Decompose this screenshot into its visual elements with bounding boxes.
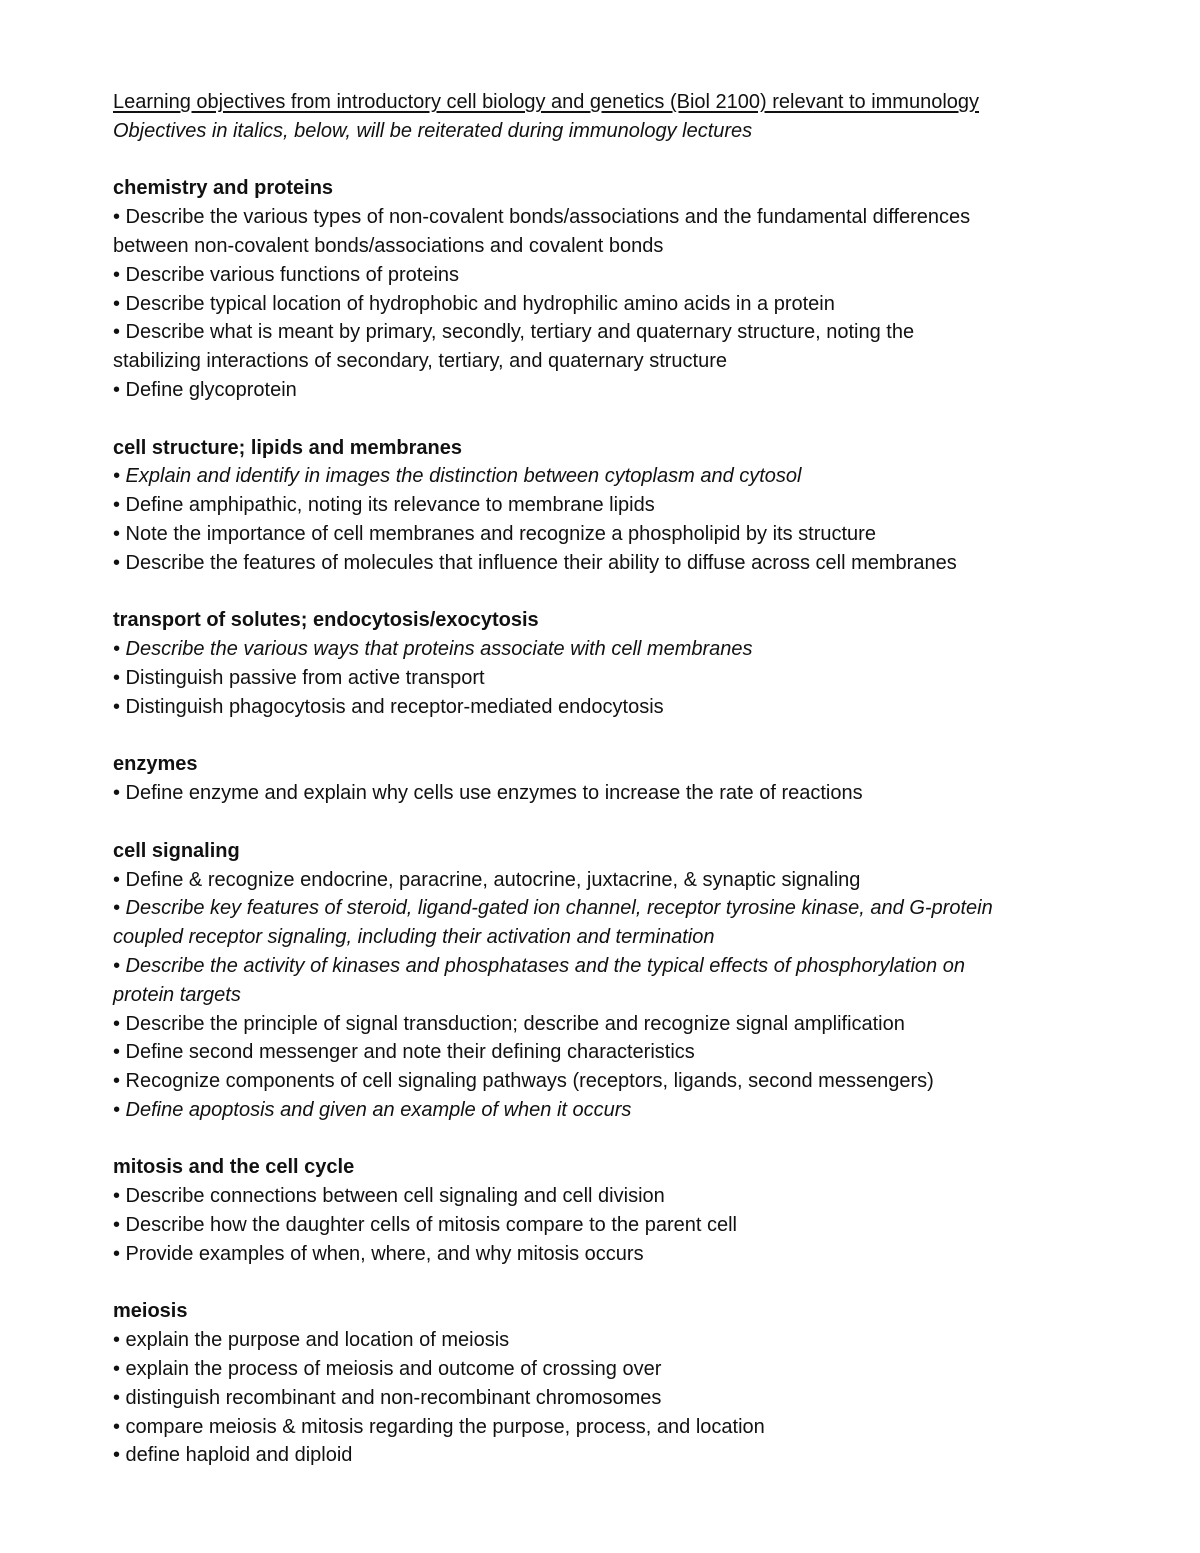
section (113, 1297, 1093, 1470)
objective-item (113, 952, 1093, 1010)
objective-item (113, 1182, 1093, 1211)
objective-line: • compare meiosis & mitosis regarding the purpose, process, and location (113, 1415, 765, 1438)
objective-item (113, 1096, 1093, 1125)
section-heading: cell signaling (113, 839, 240, 862)
section (113, 750, 1093, 808)
objective-line: • explain the process of meiosis and outcome of crossing over (113, 1358, 662, 1381)
objective-item (113, 549, 1093, 578)
objective-item (113, 520, 1093, 549)
section-heading: cell structure; lipids and membranes (113, 436, 462, 459)
objective-line: • Describe typical location of hydrophobic and hydrophilic amino acids in a protein (113, 292, 835, 315)
objective-item (113, 635, 1093, 664)
objective-line: • Describe key features of steroid, ligand-gated ion channel, receptor tyrosine kinase, and G-protein (113, 897, 993, 920)
section (113, 1153, 1093, 1268)
objective-line: • Explain and identify in images the distinction between cytoplasm and cytosol (113, 465, 802, 488)
section-heading: mitosis and the cell cycle (113, 1156, 355, 1179)
section-heading: meiosis (113, 1300, 188, 1323)
objective-item (113, 1413, 1093, 1442)
objective-item (113, 1384, 1093, 1413)
objective-item (113, 866, 1093, 895)
objective-line: • define haploid and diploid (113, 1444, 353, 1467)
objective-line: • Distinguish phagocytosis and receptor-mediated endocytosis (113, 695, 664, 718)
section-heading: chemistry and proteins (113, 177, 334, 200)
objective-item (113, 779, 1093, 808)
objective-item (113, 318, 1093, 376)
objective-line: • Describe the features of molecules that influence their ability to diffuse across cell membranes (113, 551, 957, 574)
objective-line: • Describe the activity of kinases and phosphatases and the typical effects of phosphorylation on (113, 954, 965, 977)
objective-line: • Define enzyme and explain why cells use enzymes to increase the rate of reactions (113, 782, 863, 805)
objective-item (113, 693, 1093, 722)
section-heading: transport of solutes; endocytosis/exocytosis (113, 609, 539, 632)
section (113, 837, 1093, 1125)
document-subtitle: Objectives in italics, below, will be reiterated during immunology lectures (113, 119, 753, 142)
section (113, 606, 1093, 721)
objective-item (113, 203, 1093, 261)
objective-line: • Describe the various types of non-covalent bonds/associations and the fundamental differences (113, 206, 971, 229)
objective-item (113, 1441, 1093, 1470)
objective-item (113, 491, 1093, 520)
objective-line: • Define amphipathic, noting its relevance to membrane lipids (113, 494, 655, 517)
section-heading: enzymes (113, 753, 198, 776)
objective-line: • distinguish recombinant and non-recombinant chromosomes (113, 1386, 662, 1409)
objective-line: • Recognize components of cell signaling pathways (receptors, ligands, second messengers) (113, 1070, 934, 1093)
document-title: Learning objectives from introductory cell biology and genetics (Biol 2100) relevant to immunology (113, 91, 980, 113)
objective-line: • Distinguish passive from active transport (113, 666, 485, 689)
objective-line: • Describe the various ways that proteins associate with cell membranes (113, 638, 753, 661)
objective-line: stabilizing interactions of secondary, tertiary, and quaternary structure (113, 350, 728, 373)
section (113, 174, 1093, 404)
objective-line: • Define apoptosis and given an example of when it occurs (113, 1098, 632, 1121)
document-page (113, 88, 1093, 1470)
sections-container (113, 174, 1093, 1470)
objective-item (113, 290, 1093, 319)
objective-item (113, 1067, 1093, 1096)
objective-line: • Describe what is meant by primary, secondly, tertiary and quaternary structure, noting the (113, 321, 915, 344)
objective-line: • Define second messenger and note their defining characteristics (113, 1041, 695, 1064)
objective-line: • Describe various functions of proteins (113, 263, 460, 286)
objective-line: protein targets (113, 983, 241, 1006)
objective-line: • explain the purpose and location of meiosis (113, 1329, 510, 1352)
objective-item (113, 1038, 1093, 1067)
objective-line: • Describe connections between cell signaling and cell division (113, 1185, 665, 1208)
objective-line: • Describe how the daughter cells of mitosis compare to the parent cell (113, 1214, 737, 1237)
objective-item (113, 1211, 1093, 1240)
objective-line: • Define glycoprotein (113, 378, 297, 401)
objective-line: between non-covalent bonds/associations and covalent bonds (113, 234, 664, 257)
objective-line: • Provide examples of when, where, and why mitosis occurs (113, 1242, 644, 1265)
objective-line: • Note the importance of cell membranes and recognize a phospholipid by its structure (113, 522, 876, 545)
objective-item (113, 1326, 1093, 1355)
objective-item (113, 462, 1093, 491)
objective-item (113, 1240, 1093, 1269)
objective-line: • Define & recognize endocrine, paracrine, autocrine, juxtacrine, & synaptic signaling (113, 868, 861, 891)
objective-item (113, 261, 1093, 290)
objective-item (113, 1010, 1093, 1039)
section (113, 434, 1093, 578)
objective-item (113, 376, 1093, 405)
objective-item (113, 1355, 1093, 1384)
objective-line: coupled receptor signaling, including their activation and termination (113, 926, 715, 949)
objective-item (113, 664, 1093, 693)
objective-item (113, 894, 1093, 952)
objective-line: • Describe the principle of signal transduction; describe and recognize signal amplification (113, 1012, 905, 1035)
